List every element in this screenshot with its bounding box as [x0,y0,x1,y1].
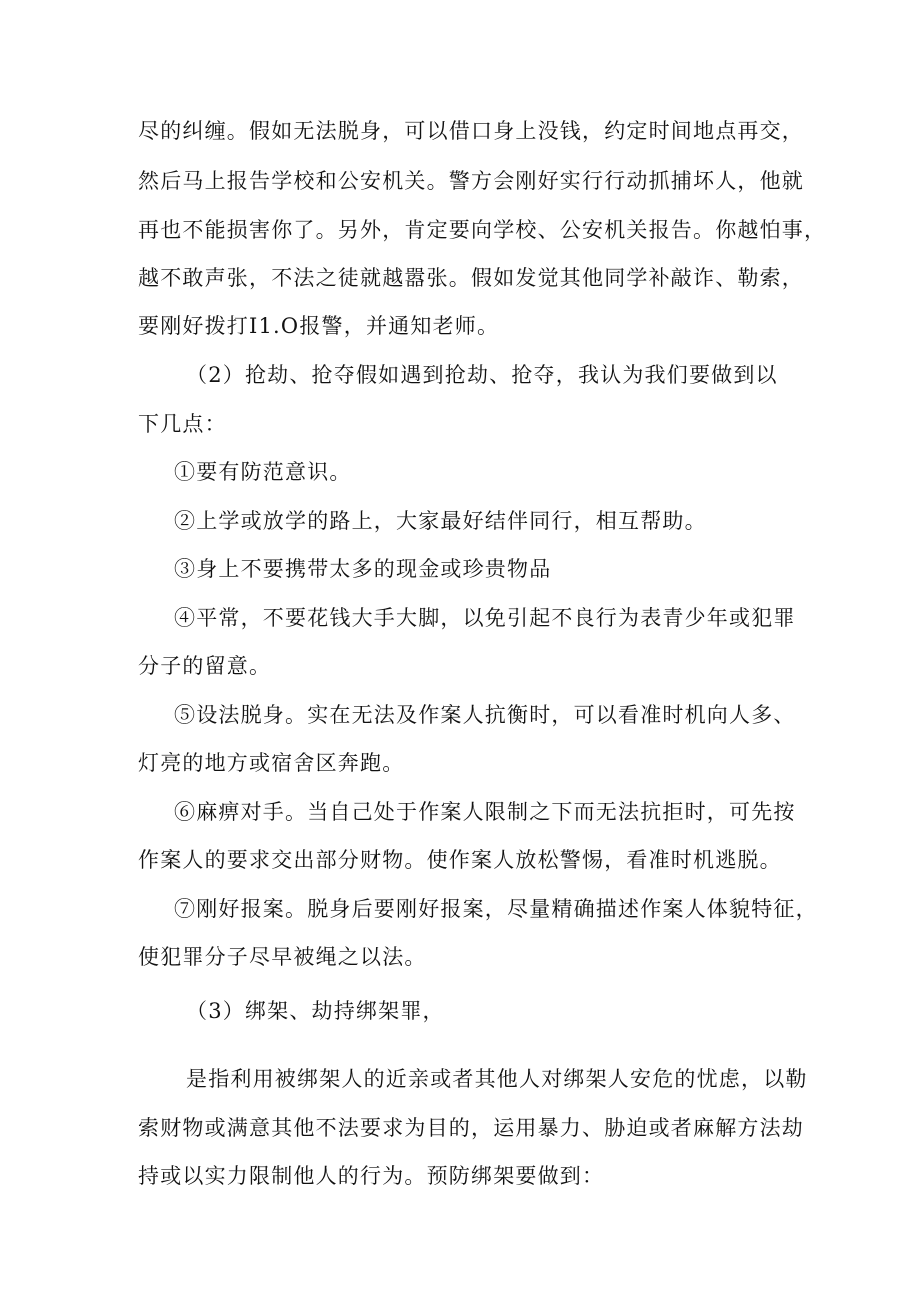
list-item-continuation: 使犯罪分子尽早被绳之以法。 [138,945,427,969]
list-item: ①要有防范意识。 [174,460,352,484]
list-item-continuation: 分子的留意。 [138,654,272,678]
body-text-line: 再也不能损害你了。另外，肯定要向学校、公安机关报告。你越怕事， [138,218,827,242]
list-item-continuation: 作案人的要求交出部分财物。使作案人放松警惕，看准时机逃脱。 [138,848,782,872]
body-text-line: 越不敢声张，不法之徒就越嚣张。假如发觉其他同学补敲诈、勒索， [138,266,804,290]
body-text-line: 然后马上报告学校和公安机关。警方会刚好实行行动抓捕坏人，他就 [138,169,804,193]
list-item: ⑤设法脱身。实在无法及作案人抗衡时，可以看准时机向人多、 [174,703,796,727]
list-item: ②上学或放学的路上，大家最好结伴同行，相互帮助。 [174,509,707,533]
body-text-line: 尽的纠缠。假如无法脱身，可以借口身上没钱，约定时间地点再交， [138,119,804,143]
list-item: ⑥麻痹对手。当自己处于作案人限制之下而无法抗拒时，可先按 [174,800,796,824]
body-text-line: 下几点： [138,412,227,436]
body-text-line: 持或以实力限制他人的行为。预防绑架要做到： [138,1164,605,1188]
body-text-line: 是指利用被绑架人的近亲或者其他人对绑架人安危的忧虑，以勒 [186,1067,808,1091]
list-item: ④平常，不要花钱大手大脚，以免引起不良行为表青少年或犯罪 [174,606,796,630]
list-item-continuation: 灯亮的地方或宿舍区奔跑。 [138,751,405,775]
body-text-line: 要刚好拨打I1.O报警，并通知老师。 [138,314,500,338]
body-text-line: 索财物或满意其他不法要求为目的，运用暴力、胁迫或者麻解方法劫 [138,1116,804,1140]
section-heading-kidnapping: （3）绑架、劫持绑架罪， [186,999,445,1023]
section-heading-robbery: （2）抢劫、抢夺假如遇到抢劫、抢夺，我认为我们要做到以 [186,363,778,387]
list-item: ⑦刚好报案。脱身后要刚好报案，尽量精确描述作案人体貌特征， [174,897,818,921]
list-item: ③身上不要携带太多的现金或珍贵物品 [174,557,552,581]
